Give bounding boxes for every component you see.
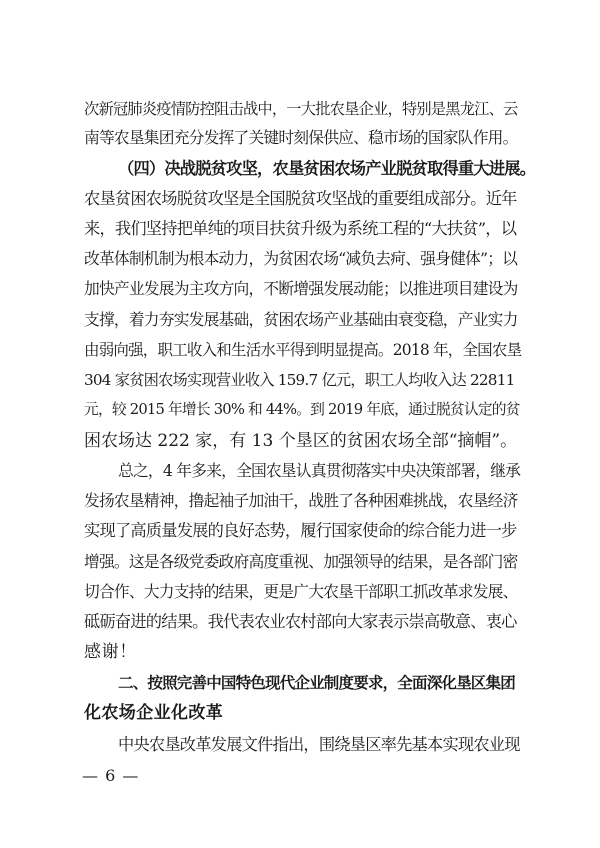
summary-line: 砥砺奋进的结果。我代表农业农村部向大家表示崇高敬意、衷心 [84, 612, 517, 631]
body-line: 加快产业发展为主攻方向，不断增强发展动能；以推进项目建设为 [84, 279, 518, 298]
body-line: 农垦贫困农场脱贫攻坚是全国脱贫攻坚战的重要组成部分。近年 [84, 189, 517, 208]
summary-line: 感谢！ [84, 642, 137, 662]
continuation-line-2: 南等农垦集团充分发挥了关键时刻保供应、稳市场的国家队作用。 [84, 128, 518, 147]
summary-line: 增强。这是各级党委政府高度重视、加强领导的结果，是各部门密 [84, 552, 518, 571]
section-two-heading-line-1: 二、按照完善中国特色现代企业制度要求，全面深化垦区集团 [118, 674, 515, 692]
continuation-line-1: 次新冠肺炎疫情防控阻击战中，一大批农垦企业，特别是黑龙江、云 [84, 100, 518, 118]
body-line: 改革体制机制为根本动力，为贫困农场“减负去疴、强身健体”；以 [84, 249, 518, 268]
section-four-heading: （四）决战脱贫攻坚，农垦贫困农场产业脱贫取得重大进展。 [118, 159, 536, 178]
summary-line: 发扬农垦精神，撸起袖子加油干，战胜了各种困难挑战，农垦经济 [84, 491, 518, 510]
body-line: 困农场达 222 家，有 13 个垦区的贫困农场全部“摘帽”。 [84, 431, 518, 451]
body-line: 由弱向强，职工收入和生活水平得到明显提高。2018 年，全国农垦 [84, 341, 522, 359]
body-line: 元，较 2015 年增长 30% 和 44%。到 2019 年底，通过脱贫认定的贫 [84, 401, 520, 418]
summary-line: 实现了高质量发展的良好态势，履行国家使命的综合能力进一步 [84, 521, 517, 540]
body-line: 304 家贫困农场实现营业收入 159.7 亿元，职工人均收入达 22811 [84, 371, 515, 389]
section-two-body-line: 中央农垦改革发展文件指出，围绕垦区率先基本实现农业现 [118, 735, 520, 754]
section-two-heading-line-2: 化农场企业化改革 [84, 703, 224, 723]
body-line: 来，我们坚持把单纯的项目扶贫升级为系统工程的“大扶贫”，以 [84, 219, 517, 238]
page-number: — 6 — [82, 766, 140, 785]
body-line: 支撑，着力夯实发展基础，贫困农场产业基础由衰变稳，产业实力 [84, 310, 518, 329]
summary-line: 切合作、大力支持的结果，更是广大农垦干部职工抓改革求发展、 [84, 582, 518, 601]
summary-line: 总之，4 年多来，全国农垦认真贯彻落实中央决策部署，继承 [118, 461, 521, 480]
